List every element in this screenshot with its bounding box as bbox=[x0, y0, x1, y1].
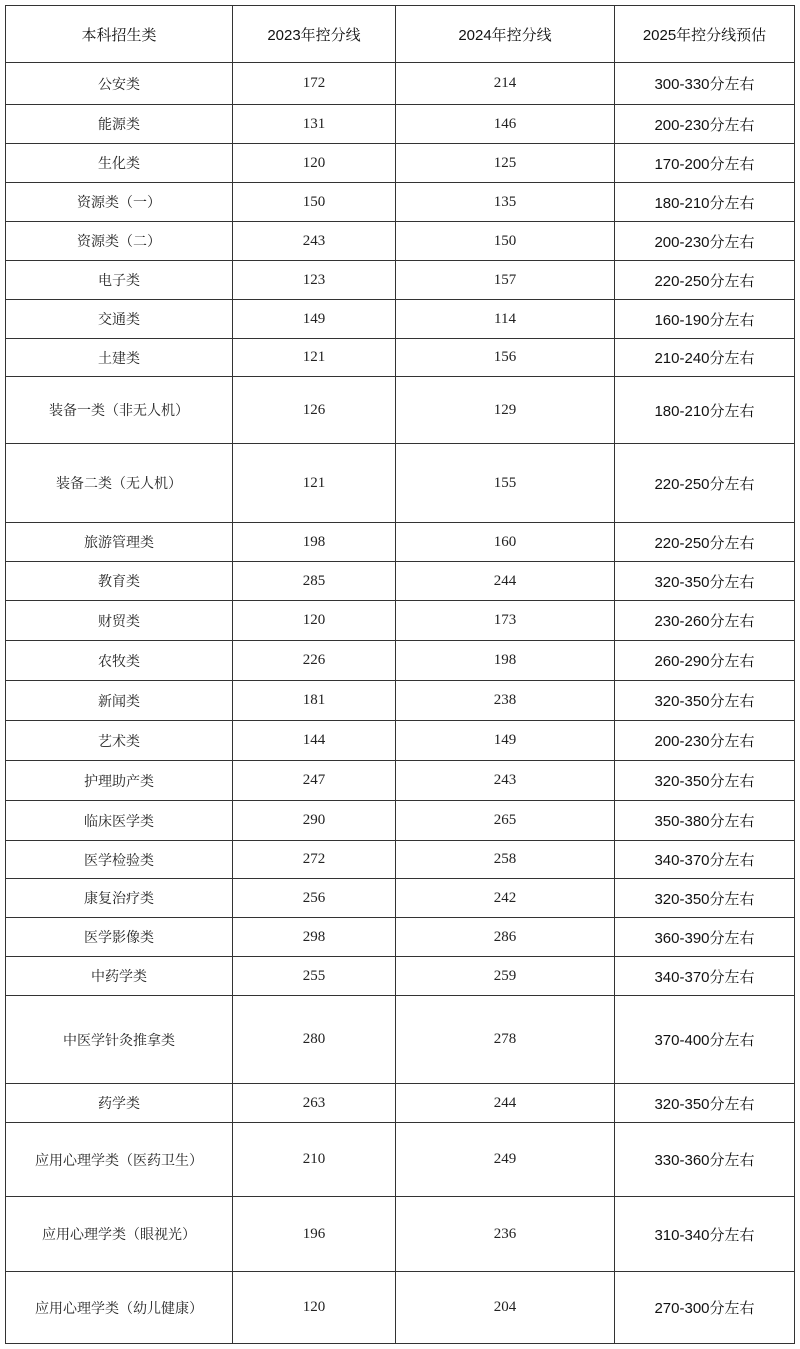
table-row bbox=[6, 444, 795, 523]
score-2023-cell: 256 bbox=[233, 879, 396, 918]
score-2024-cell: 244 bbox=[396, 562, 615, 601]
category-cell: 教育类 bbox=[6, 562, 233, 601]
table-row bbox=[6, 261, 795, 300]
category-cell: 中医学针灸推拿类 bbox=[6, 996, 233, 1084]
table-row bbox=[6, 601, 795, 641]
category-cell: 护理助产类 bbox=[6, 761, 233, 801]
estimate-2025-cell: 350-380分左右 bbox=[615, 801, 795, 841]
estimate-2025-cell: 220-250分左右 bbox=[615, 444, 795, 523]
table-body bbox=[6, 63, 795, 1344]
table-row bbox=[6, 300, 795, 339]
table-row bbox=[6, 1084, 795, 1123]
score-2023-cell: 285 bbox=[233, 562, 396, 601]
table-row bbox=[6, 641, 795, 681]
category-cell: 医学检验类 bbox=[6, 841, 233, 879]
score-2023-cell: 210 bbox=[233, 1123, 396, 1197]
score-2023-cell: 123 bbox=[233, 261, 396, 300]
score-2024-cell: 135 bbox=[396, 183, 615, 222]
score-2024-cell: 244 bbox=[396, 1084, 615, 1123]
category-cell: 中药学类 bbox=[6, 957, 233, 996]
category-cell: 农牧类 bbox=[6, 641, 233, 681]
category-cell: 应用心理学类（医药卫生） bbox=[6, 1123, 233, 1197]
table-row bbox=[6, 144, 795, 183]
header-category: 本科招生类 bbox=[6, 6, 233, 63]
score-2023-cell: 298 bbox=[233, 918, 396, 957]
estimate-2025-cell: 310-340分左右 bbox=[615, 1197, 795, 1272]
estimate-2025-cell: 320-350分左右 bbox=[615, 562, 795, 601]
score-2023-cell: 247 bbox=[233, 761, 396, 801]
table-row bbox=[6, 377, 795, 444]
score-2024-cell: 258 bbox=[396, 841, 615, 879]
estimate-2025-cell: 180-210分左右 bbox=[615, 183, 795, 222]
table-row bbox=[6, 339, 795, 377]
score-table bbox=[5, 5, 795, 1344]
category-cell: 电子类 bbox=[6, 261, 233, 300]
estimate-2025-cell: 330-360分左右 bbox=[615, 1123, 795, 1197]
estimate-2025-cell: 210-240分左右 bbox=[615, 339, 795, 377]
category-cell: 能源类 bbox=[6, 105, 233, 144]
score-2023-cell: 290 bbox=[233, 801, 396, 841]
score-2023-cell: 255 bbox=[233, 957, 396, 996]
score-2023-cell: 144 bbox=[233, 721, 396, 761]
estimate-2025-cell: 320-350分左右 bbox=[615, 1084, 795, 1123]
estimate-2025-cell: 260-290分左右 bbox=[615, 641, 795, 681]
score-2024-cell: 125 bbox=[396, 144, 615, 183]
estimate-2025-cell: 160-190分左右 bbox=[615, 300, 795, 339]
score-2023-cell: 126 bbox=[233, 377, 396, 444]
score-2023-cell: 198 bbox=[233, 523, 396, 562]
table-row bbox=[6, 105, 795, 144]
score-2024-cell: 114 bbox=[396, 300, 615, 339]
estimate-2025-cell: 320-350分左右 bbox=[615, 879, 795, 918]
score-2023-cell: 280 bbox=[233, 996, 396, 1084]
score-2023-cell: 263 bbox=[233, 1084, 396, 1123]
score-2024-cell: 243 bbox=[396, 761, 615, 801]
estimate-2025-cell: 320-350分左右 bbox=[615, 761, 795, 801]
table-row bbox=[6, 721, 795, 761]
score-2024-cell: 157 bbox=[396, 261, 615, 300]
estimate-2025-cell: 340-370分左右 bbox=[615, 957, 795, 996]
score-2024-cell: 259 bbox=[396, 957, 615, 996]
table-row bbox=[6, 879, 795, 918]
category-cell: 新闻类 bbox=[6, 681, 233, 721]
category-cell: 装备一类（非无人机） bbox=[6, 377, 233, 444]
score-2023-cell: 120 bbox=[233, 1272, 396, 1344]
category-cell: 财贸类 bbox=[6, 601, 233, 641]
table-row bbox=[6, 222, 795, 261]
table-row bbox=[6, 183, 795, 222]
score-2024-cell: 129 bbox=[396, 377, 615, 444]
header-2025-estimate: 2025年控分线预估 bbox=[615, 6, 795, 63]
score-2024-cell: 160 bbox=[396, 523, 615, 562]
score-2024-cell: 278 bbox=[396, 996, 615, 1084]
score-2024-cell: 265 bbox=[396, 801, 615, 841]
score-2024-cell: 214 bbox=[396, 63, 615, 105]
score-2023-cell: 120 bbox=[233, 601, 396, 641]
table-row bbox=[6, 63, 795, 105]
table-row bbox=[6, 801, 795, 841]
table-row bbox=[6, 562, 795, 601]
estimate-2025-cell: 300-330分左右 bbox=[615, 63, 795, 105]
table-row bbox=[6, 681, 795, 721]
header-2023: 2023年控分线 bbox=[233, 6, 396, 63]
table-row bbox=[6, 523, 795, 562]
table-row bbox=[6, 918, 795, 957]
table-row bbox=[6, 1123, 795, 1197]
estimate-2025-cell: 220-250分左右 bbox=[615, 261, 795, 300]
category-cell: 康复治疗类 bbox=[6, 879, 233, 918]
table-row bbox=[6, 1272, 795, 1344]
score-2023-cell: 272 bbox=[233, 841, 396, 879]
estimate-2025-cell: 230-260分左右 bbox=[615, 601, 795, 641]
score-2024-cell: 156 bbox=[396, 339, 615, 377]
score-2024-cell: 149 bbox=[396, 721, 615, 761]
score-2023-cell: 172 bbox=[233, 63, 396, 105]
category-cell: 生化类 bbox=[6, 144, 233, 183]
category-cell: 医学影像类 bbox=[6, 918, 233, 957]
estimate-2025-cell: 320-350分左右 bbox=[615, 681, 795, 721]
estimate-2025-cell: 370-400分左右 bbox=[615, 996, 795, 1084]
estimate-2025-cell: 360-390分左右 bbox=[615, 918, 795, 957]
score-2024-cell: 242 bbox=[396, 879, 615, 918]
score-2023-cell: 196 bbox=[233, 1197, 396, 1272]
score-2024-cell: 236 bbox=[396, 1197, 615, 1272]
estimate-2025-cell: 220-250分左右 bbox=[615, 523, 795, 562]
score-2024-cell: 286 bbox=[396, 918, 615, 957]
category-cell: 旅游管理类 bbox=[6, 523, 233, 562]
score-2024-cell: 198 bbox=[396, 641, 615, 681]
score-2024-cell: 238 bbox=[396, 681, 615, 721]
score-2023-cell: 243 bbox=[233, 222, 396, 261]
score-2023-cell: 150 bbox=[233, 183, 396, 222]
estimate-2025-cell: 340-370分左右 bbox=[615, 841, 795, 879]
table-row bbox=[6, 1197, 795, 1272]
score-2023-cell: 121 bbox=[233, 339, 396, 377]
category-cell: 交通类 bbox=[6, 300, 233, 339]
score-2023-cell: 131 bbox=[233, 105, 396, 144]
score-2023-cell: 149 bbox=[233, 300, 396, 339]
category-cell: 应用心理学类（幼儿健康） bbox=[6, 1272, 233, 1344]
estimate-2025-cell: 200-230分左右 bbox=[615, 721, 795, 761]
score-2024-cell: 204 bbox=[396, 1272, 615, 1344]
score-2024-cell: 249 bbox=[396, 1123, 615, 1197]
estimate-2025-cell: 270-300分左右 bbox=[615, 1272, 795, 1344]
estimate-2025-cell: 200-230分左右 bbox=[615, 222, 795, 261]
category-cell: 资源类（二） bbox=[6, 222, 233, 261]
score-2024-cell: 146 bbox=[396, 105, 615, 144]
table-row bbox=[6, 841, 795, 879]
score-2023-cell: 226 bbox=[233, 641, 396, 681]
category-cell: 装备二类（无人机） bbox=[6, 444, 233, 523]
estimate-2025-cell: 170-200分左右 bbox=[615, 144, 795, 183]
table-row bbox=[6, 996, 795, 1084]
estimate-2025-cell: 200-230分左右 bbox=[615, 105, 795, 144]
category-cell: 药学类 bbox=[6, 1084, 233, 1123]
score-2024-cell: 173 bbox=[396, 601, 615, 641]
table-row bbox=[6, 761, 795, 801]
score-2024-cell: 155 bbox=[396, 444, 615, 523]
category-cell: 公安类 bbox=[6, 63, 233, 105]
category-cell: 应用心理学类（眼视光） bbox=[6, 1197, 233, 1272]
estimate-2025-cell: 180-210分左右 bbox=[615, 377, 795, 444]
category-cell: 临床医学类 bbox=[6, 801, 233, 841]
category-cell: 艺术类 bbox=[6, 721, 233, 761]
table-row bbox=[6, 957, 795, 996]
score-2023-cell: 120 bbox=[233, 144, 396, 183]
header-row bbox=[6, 6, 795, 63]
score-2024-cell: 150 bbox=[396, 222, 615, 261]
category-cell: 土建类 bbox=[6, 339, 233, 377]
score-2023-cell: 181 bbox=[233, 681, 396, 721]
header-2024: 2024年控分线 bbox=[396, 6, 615, 63]
score-2023-cell: 121 bbox=[233, 444, 396, 523]
category-cell: 资源类（一） bbox=[6, 183, 233, 222]
